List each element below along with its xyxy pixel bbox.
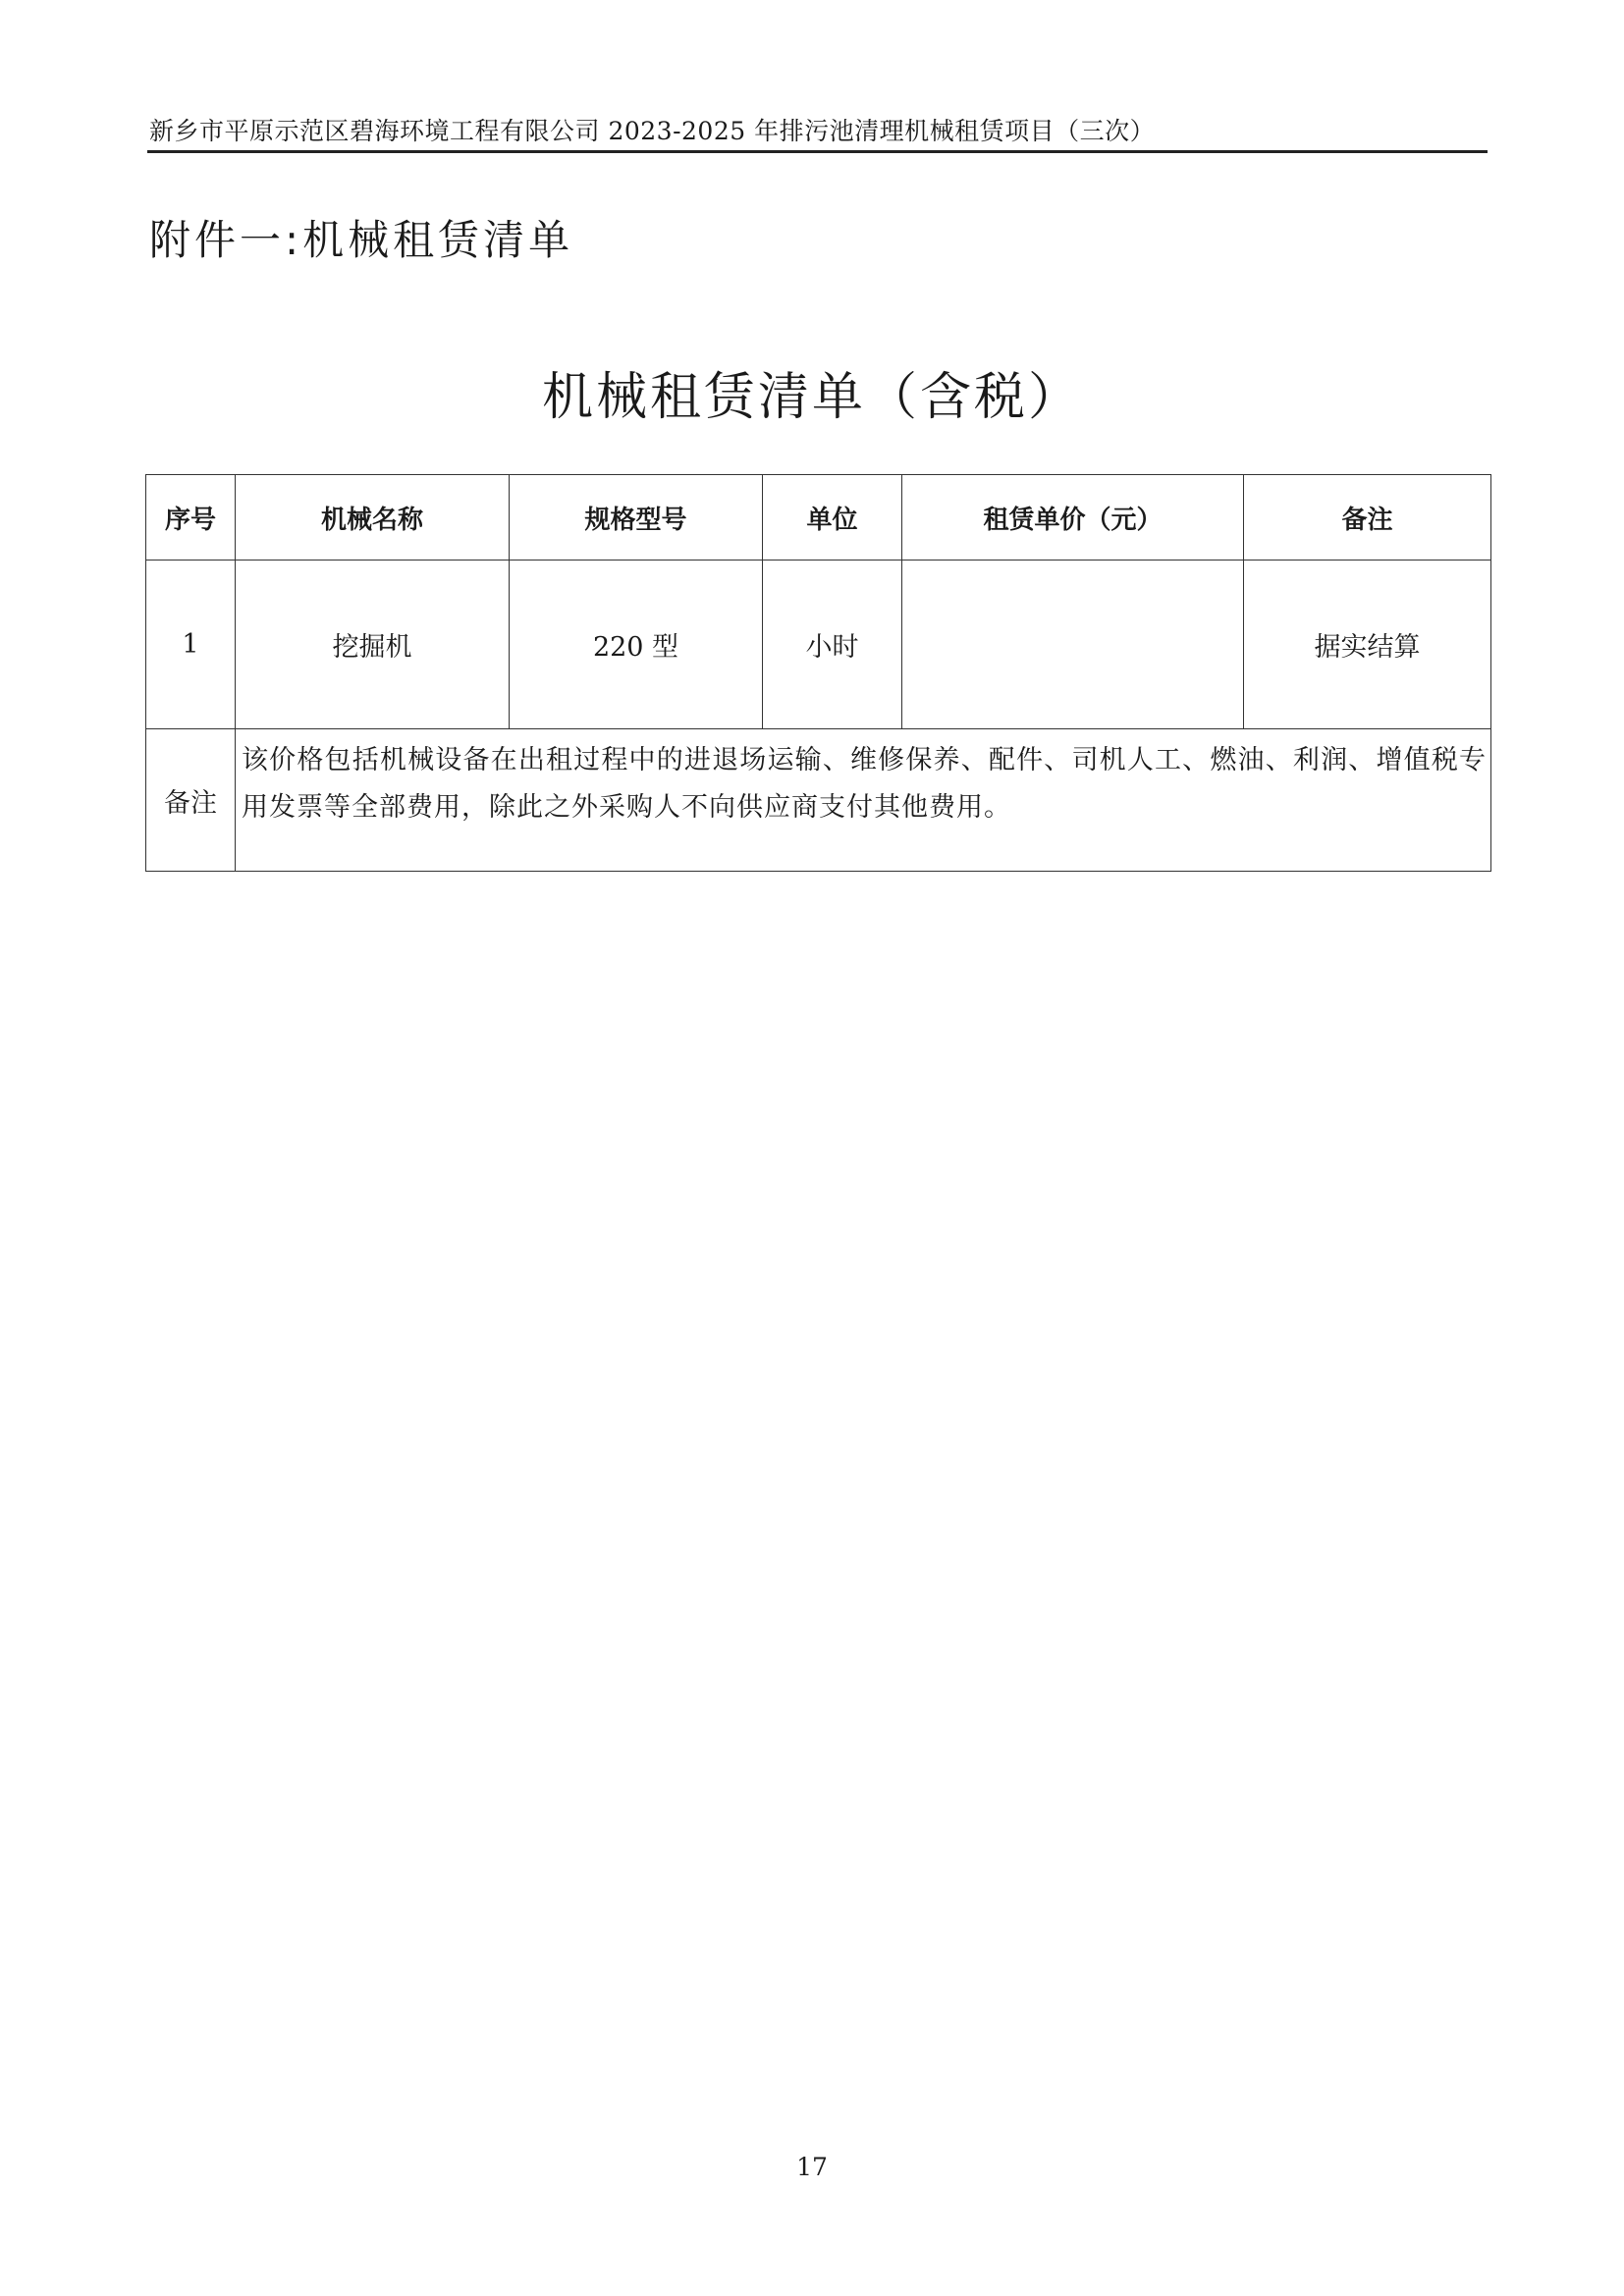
cell-model: 220 型	[510, 561, 763, 729]
table-header-row	[146, 475, 1491, 561]
cell-remark: 据实结算	[1244, 561, 1491, 729]
cell-unit-price	[902, 561, 1244, 729]
note-text: 该价格包括机械设备在出租过程中的进退场运输、维修保养、配件、司机人工、燃油、利润、增值税专用发票等全部费用，除此之外采购人不向供应商支付其他费用。	[236, 729, 1491, 872]
section-heading: 附件一:机械租赁清单	[149, 216, 574, 264]
col-header-name: 机械名称	[236, 475, 510, 561]
running-header: 新乡市平原示范区碧海环境工程有限公司 2023-2025 年排污池清理机械租赁项目（三次）	[149, 117, 1156, 145]
col-header-index: 序号	[146, 475, 236, 561]
document-title: 机械租赁清单（含税）	[541, 368, 1082, 427]
note-row	[146, 729, 1491, 872]
note-label: 备注	[146, 729, 236, 872]
table-row	[146, 561, 1491, 729]
cell-name: 挖掘机	[236, 561, 510, 729]
header-rule	[147, 150, 1488, 153]
col-header-remark: 备注	[1244, 475, 1491, 561]
col-header-model: 规格型号	[510, 475, 763, 561]
cell-index: 1	[146, 561, 236, 729]
rental-table	[145, 474, 1491, 872]
page-number: 17	[796, 2153, 828, 2181]
col-header-unit: 单位	[763, 475, 902, 561]
cell-unit: 小时	[763, 561, 902, 729]
col-header-unit-price: 租赁单价（元）	[902, 475, 1244, 561]
